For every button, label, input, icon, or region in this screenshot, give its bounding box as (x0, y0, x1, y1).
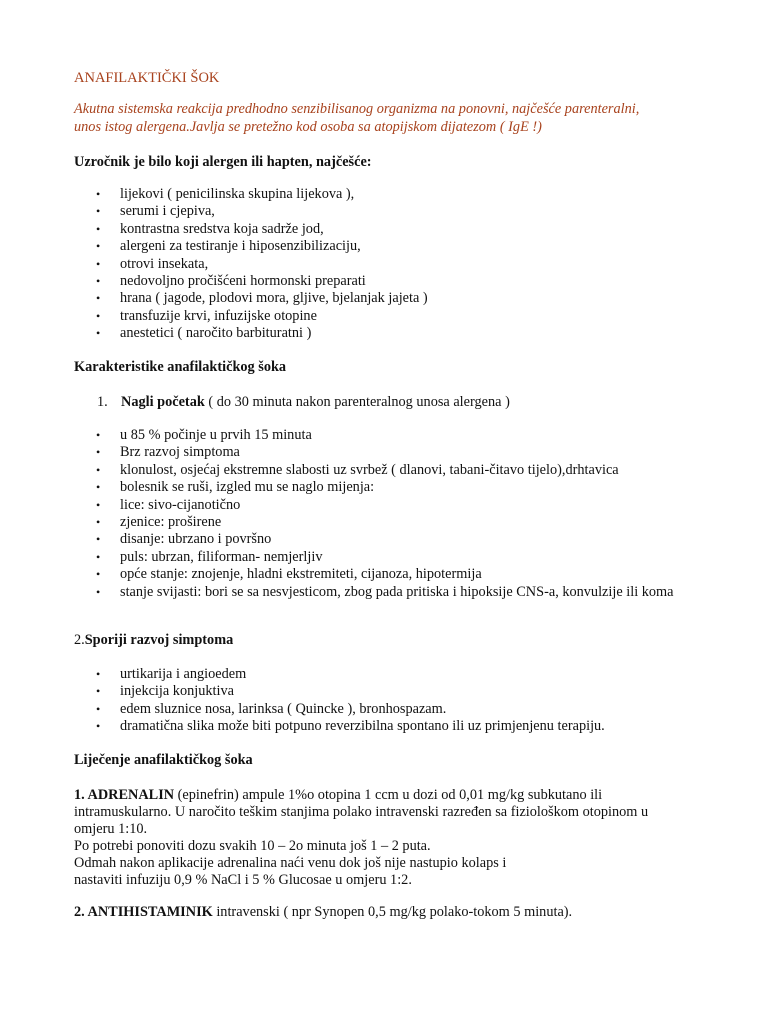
adrenalin-label: 1. ADRENALIN (74, 787, 175, 803)
antihistaminik-text: intravenski ( npr Synopen 0,5 mg/kg polako-tokom 5 minuta). (212, 904, 573, 920)
list-item: • kontrastna sredstva koja sadrže jod, (74, 221, 428, 238)
list-item: • injekcija konjuktiva (74, 683, 605, 700)
adrenalin-line-6: nastaviti infuziju 0,9 % NaCl i 5 % Glucosae u omjeru 1:2. (74, 872, 412, 888)
sudden-onset-label: Nagli početak (121, 394, 205, 410)
list-item: • lijekovi ( penicilinska skupina lijekova ), (74, 186, 428, 203)
sudden-onset-detail: ( do 30 minuta nakon parenteralnog unosa alergena ) (204, 394, 510, 410)
list-item: • alergeni za testiranje i hiposenzibilizaciju, (74, 238, 428, 255)
list-item: • nedovoljno pročišćeni hormonski preparati (74, 273, 428, 290)
list-item: • lice: sivo-cijanotično (74, 497, 680, 514)
sudden-symptoms-list (74, 427, 680, 601)
list-item: • opće stanje: znojenje, hladni ekstremiteti, cijanoza, hipotermija (74, 566, 680, 583)
document-title: ANAFILAKTIČKI ŠOK (74, 70, 220, 86)
list-item: • edem sluznice nosa, larinksa ( Quincke ), bronhospazam. (74, 701, 605, 718)
treatment-heading: Liječenje anafilaktičkog šoka (74, 752, 253, 768)
adrenalin-line-4: Po potrebi ponoviti dozu svakih 10 – 2o minuta još 1 – 2 puta. (74, 838, 431, 854)
sudden-number: 1. (97, 394, 108, 410)
list-item: • disanje: ubrzano i površno (74, 531, 680, 548)
slower-symptoms-list (74, 666, 605, 736)
sudden-onset-line (121, 394, 510, 411)
adrenalin-line-1 (74, 787, 602, 804)
list-item: • puls: ubrzan, filiforman- nemjerljiv (74, 549, 680, 566)
list-item: • bolesnik se ruši, izgled mu se naglo mijenja: (74, 479, 680, 496)
list-item: • dramatična slika može biti potpuno reverzibilna spontano ili uz primjenjenu terapiju. (74, 718, 605, 735)
list-item: • Brz razvoj simptoma (74, 444, 680, 461)
adrenalin-line-2: intramuskularno. U naročito teškim stanjima polako intravenski razređen sa fiziološkom otopinom u (74, 804, 649, 820)
causes-heading: Uzročnik je bilo koji alergen ili hapten, najčešće: (74, 154, 372, 170)
antihistaminik-line (74, 904, 572, 921)
list-item: • transfuzije krvi, infuzijske otopine (74, 308, 428, 325)
list-item: • klonulost, osjećaj ekstremne slabosti uz svrbež ( dlanovi, tabani-čitavo tijelo),drhtavica (74, 462, 680, 479)
list-item: • anestetici ( naročito barbituratni ) (74, 325, 428, 342)
slower-onset-label: Sporiji razvoj simptoma (84, 632, 234, 648)
list-item: • serumi i cjepiva, (74, 203, 428, 220)
intro-line-2: unos istog alergena.Javlja se pretežno kod osoba sa atopijskom dijatezom ( IgE !) (74, 119, 542, 135)
intro-line-1: Akutna sistemska reakcija predhodno senzibilisanog organizma na ponovni, najčešće parenteralni, (74, 101, 640, 117)
adrenalin-line-5: Odmah nakon aplikacije adrenalina naći venu dok još nije nastupio kolaps i (74, 855, 507, 871)
antihistaminik-label: 2. ANTIHISTAMINIK (74, 904, 213, 920)
list-item: • urtikarija i angioedem (74, 666, 605, 683)
slower-onset-line (74, 632, 233, 649)
characteristics-heading: Karakteristike anafilaktičkog šoka (74, 359, 287, 375)
list-item: • hrana ( jagode, plodovi mora, gljive, bjelanjak jajeta ) (74, 290, 428, 307)
adrenalin-line-3: omjeru 1:10. (74, 821, 148, 837)
list-item: • u 85 % počinje u prvih 15 minuta (74, 427, 680, 444)
list-item: • stanje svijasti: bori se sa nesvjesticom, zbog pada pritiska i hipoksije CNS-a, konvulzije ili koma (74, 584, 680, 601)
adrenalin-text-1: (epinefrin) ampule 1%o otopina 1 ccm u dozi od 0,01 mg/kg subkutano ili (174, 787, 603, 803)
causes-list (74, 186, 428, 343)
list-item: • otrovi insekata, (74, 256, 428, 273)
slower-number: 2. (74, 632, 85, 648)
list-item: • zjenice: proširene (74, 514, 680, 531)
